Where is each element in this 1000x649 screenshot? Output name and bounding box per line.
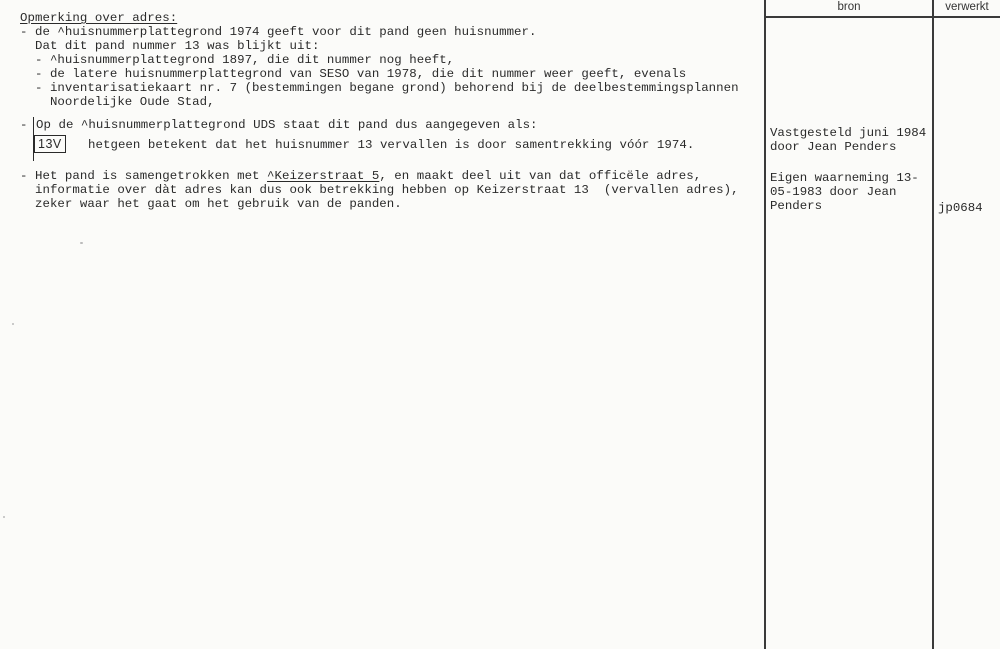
merge-prefix: - Het pand is samengetrokken met	[20, 169, 268, 183]
box-explanation: hetgeen betekent dat het huisnummer 13 vervallen is door samentrekking vóór 1974.	[88, 138, 695, 152]
remark-heading: Opmerking over adres:	[20, 11, 178, 25]
uds-dash: -	[20, 118, 28, 132]
bron-entry-2-line-3: Penders	[770, 199, 823, 213]
paper-speck	[12, 323, 14, 325]
uds-line: Op de ^huisnummerplattegrond UDS staat dit pand dus aangegeven als:	[36, 118, 538, 132]
merge-suffix: , en maakt deel uit van dat officële adres,	[379, 169, 702, 183]
bron-column-left-border	[764, 0, 766, 649]
remark-line-2: Dat dit pand nummer 13 was blijkt uit:	[20, 39, 320, 53]
remark-line-5: - inventarisatiekaart nr. 7 (bestemmingen begane grond) behorend bij de deelbestemmingsplannen	[20, 81, 739, 95]
verwerkt-column-left-border	[932, 0, 934, 649]
remark-line-1: - de ^huisnummerplattegrond 1974 geeft voor dit pand geen huisnummer.	[20, 25, 537, 39]
paper-speck	[80, 242, 83, 244]
merge-line-2: informatie over dàt adres kan dus ook betrekking hebben op Keizerstraat 13 (vervallen adres),	[20, 183, 739, 197]
remark-line-6: Noordelijke Oude Stad,	[20, 95, 215, 109]
verwerkt-code: jp0684	[938, 201, 983, 215]
bron-column-header: bron	[837, 1, 861, 13]
paper-speck	[3, 516, 5, 518]
bron-entry-2-line-1: Eigen waarneming 13-	[770, 171, 919, 185]
bron-entry-1-line-2: door Jean Penders	[770, 140, 897, 154]
keizerstraat-5-link: ^Keizerstraat 5	[267, 169, 380, 183]
bron-entry-1-line-1: Vastgesteld juni 1984	[770, 126, 927, 140]
merge-line-1	[20, 169, 701, 183]
house-number-box: 13V	[34, 135, 66, 153]
remark-line-3: - ^huisnummerplattegrond 1897, die dit nummer nog heeft,	[20, 53, 455, 67]
remark-line-4: - de latere huisnummerplattegrond van SESO van 1978, die dit nummer weer geeft, evenals	[20, 67, 687, 81]
verwerkt-column-header: verwerkt	[945, 1, 989, 13]
bron-entry-2-line-2: 05-1983 door Jean	[770, 185, 897, 199]
header-rule	[764, 16, 1000, 18]
merge-line-3: zeker waar het gaat om het gebruik van de panden.	[20, 197, 402, 211]
